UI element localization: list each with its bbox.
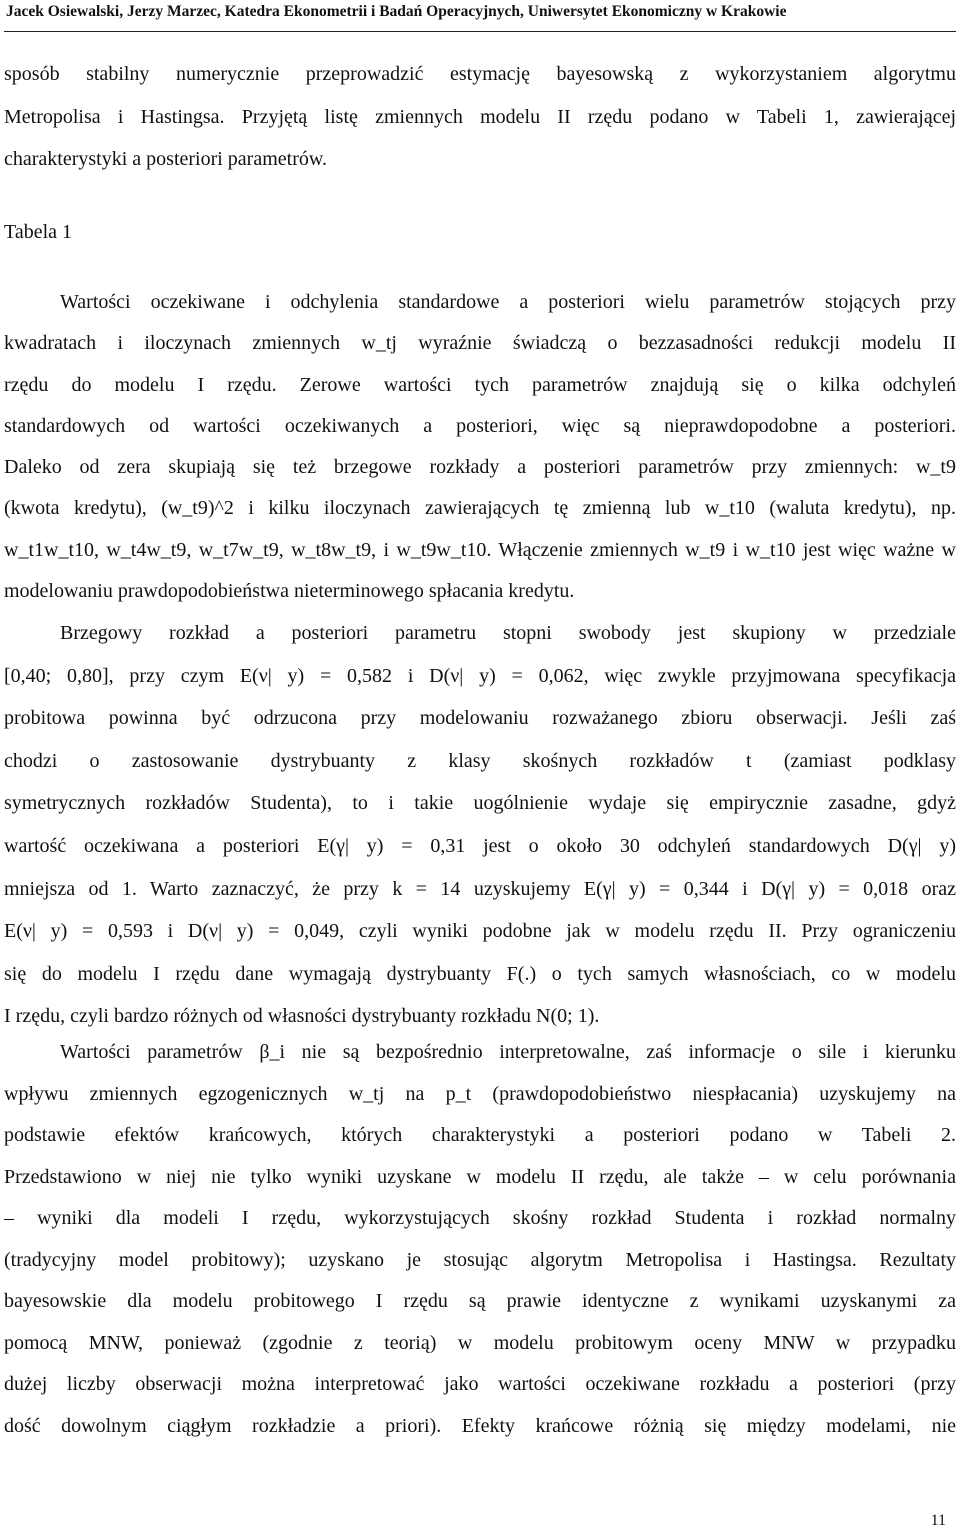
text-line: charakterystyki a posteriori parametrów. <box>4 148 328 170</box>
paragraph-intro <box>4 53 956 181</box>
text-line: wpływu zmiennych egzogenicznych w_tj na p_t (prawdopodobieństwo niespłacania) uzyskujemy na <box>4 1082 956 1105</box>
running-header: Jacek Osiewalski, Jerzy Marzec, Katedra Ekonometrii i Badań Operacyjnych, Uniwersytet Ekonomiczny w Krakowie <box>6 3 787 20</box>
text-line: pomocą MNW, ponieważ (zgodnie z teorią) w modelu probitowym oceny MNW w przypadku <box>4 1331 956 1354</box>
text-line: Daleko od zera skupiają się też brzegowe rozkłady a posteriori parametrów przy zmiennych: w_t9 <box>4 456 956 479</box>
text-line: wartość oczekiwana a posteriori E(γ| y) = 0,31 jest o około 30 odchyleń standardowych D(γ| y) <box>4 834 956 857</box>
text-line: chodzi o zastosowanie dystrybuanty z klasy skośnych rozkładów t (zamiast podklasy <box>4 749 956 772</box>
text-line: I rzędu, czyli bardzo różnych od własności dystrybuanty rozkładu N(0; 1). <box>4 1005 600 1028</box>
table-heading: Tabela 1 <box>4 221 73 243</box>
text-line: Brzegowy rozkład a posteriori parametru stopni swobody jest skupiony w przedziale <box>60 622 956 644</box>
text-line: w_t1w_t10, w_t4w_t9, w_t7w_t9, w_t8w_t9, i w_t9w_t10. Włączenie zmiennych w_t9 i w_t10 jest więc ważne w <box>4 538 956 561</box>
text-line: [0,40; 0,80], przy czym E(ν| y) = 0,582 i D(ν| y) = 0,062, więc zwykle przyjmowana specyfikacja <box>4 664 956 687</box>
text-line: probitowa powinna być odrzucona przy modelowaniu rozważanego zbioru obserwacji. Jeśli zaś <box>4 707 956 730</box>
text-line: podstawie efektów krańcowych, których charakterystyki a posteriori podano w Tabeli 2. <box>4 1124 956 1146</box>
paragraph-marginal-effects <box>4 1032 956 1447</box>
text-line: kwadratach i iloczynach zmiennych w_tj wyraźnie świadczą o bezzasadności redukcji modelu II <box>4 332 956 355</box>
text-line: Metropolisa i Hastingsa. Przyjętą listę zmiennych modelu II rzędu podano w Tabeli 1, zawierającej <box>4 105 956 128</box>
text-line: modelowaniu prawdopodobieństwa nieterminowego spłacania kredytu. <box>4 580 575 603</box>
paragraph-degrees-of-freedom <box>4 612 956 1038</box>
text-line: (kwota kredytu), (w_t9)^2 i kilku iloczynach zawierających tę zmienną lub w_t10 (waluta kredytu), np. <box>4 497 956 520</box>
text-line: Wartości oczekiwane i odchylenia standardowe a posteriori wielu parametrów stojących przy <box>60 291 956 313</box>
text-line: się do modelu I rzędu dane wymagają dystrybuanty F(.) o tych samych własnościach, co w modelu <box>4 962 956 985</box>
text-line: Przedstawiono w niej nie tylko wyniki uzyskane w modelu II rzędu, ale także – w celu porównania <box>4 1165 956 1188</box>
text-line: – wyniki dla modeli I rzędu, wykorzystujących skośny rozkład Studenta i rozkład normalny <box>4 1207 956 1229</box>
text-line: (tradycyjny model probitowy); uzyskano je stosując algorytm Metropolisa i Hastingsa. Rezultaty <box>4 1248 956 1271</box>
text-line: mniejsza od 1. Warto zaznaczyć, że przy k = 14 uzyskujemy E(γ| y) = 0,344 i D(γ| y) = 0,018 oraz <box>4 877 956 900</box>
paragraph-table-discussion <box>4 282 956 612</box>
text-line: sposób stabilny numerycznie przeprowadzić estymację bayesowską z wykorzystaniem algorytmu <box>4 63 956 85</box>
header-rule <box>4 31 956 32</box>
text-line: dużej liczby obserwacji można interpretować jako wartości oczekiwane rozkładu a posteriori (przy <box>4 1373 956 1395</box>
text-line: Wartości parametrów β_i nie są bezpośrednio interpretowalne, zaś informacje o sile i kierunku <box>60 1041 956 1063</box>
text-line: bayesowskie dla modelu probitowego I rzędu są prawie identyczne z wynikami uzyskanymi za <box>4 1290 956 1312</box>
text-line: E(ν| y) = 0,593 i D(ν| y) = 0,049, czyli wyniki podobne jak w modelu rzędu II. Przy ograniczeniu <box>4 920 956 943</box>
text-line: symetrycznych rozkładów Studenta), to i takie uogólnienie wydaje się empirycznie zasadne, gdyż <box>4 792 956 815</box>
text-line: standardowych od wartości oczekiwanych a posteriori, więc są nieprawdopodobne a posteriori. <box>4 414 956 437</box>
page-number: 11 <box>930 1512 946 1529</box>
text-line: rzędu do modelu I rzędu. Zerowe wartości tych parametrów znajdują się o kilka odchyleń <box>4 373 956 396</box>
text-line: dość dowolnym ciągłym rozkładzie a priori). Efekty krańcowe różnią się między modelami, nie <box>4 1414 956 1437</box>
